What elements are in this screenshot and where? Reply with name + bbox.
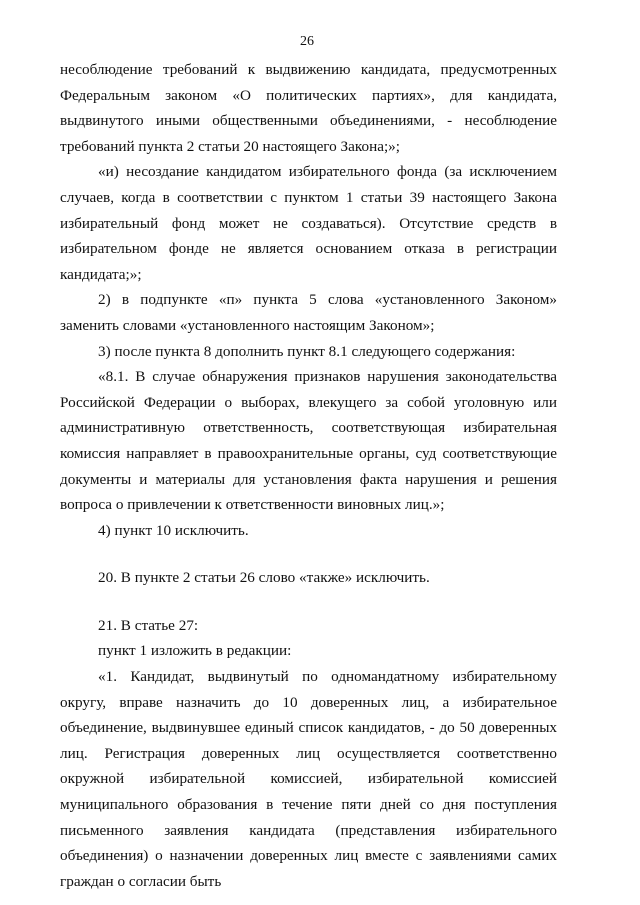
- paragraph-section-20: 20. В пункте 2 статьи 26 слово «также» исключить.: [98, 569, 430, 587]
- paragraph-item-2: 2) в подпункте «п» пункта 5 слова «установленного Законом» заменить словами «установленного настоящим Законом»;: [60, 291, 557, 334]
- paragraph-clause-1: «1. Кандидат, выдвинутый по одномандатному избирательному округу, вправе назначить до 10 доверенных лиц, а избирательное объединение, выдвинувшее единый список кандидатов, - до 50 доверенных лиц. Регистрация доверенных лиц осуществляется соответственно окружной избирательной комиссией, избирательной комиссией муниципального образования в течение пяти дней со дня поступления письменного заявления кандидата (представления избирательного объединения) о назначении доверенных лиц вместе с заявлениями самих граждан о согласии быть: [60, 668, 557, 890]
- paragraph-item-4: 4) пункт 10 исключить.: [98, 521, 249, 539]
- paragraph-item-1-intro: пункт 1 изложить в редакции:: [98, 642, 292, 660]
- paragraph-subitem-i: «и) несоздание кандидатом избирательного фонда (за исключением случаев, когда в соответствии с пунктом 1 статьи 39 настоящего Закона избирательный фонд может не создаваться). Отсутствие средств в избирательном фонде не является основанием отказа в регистрации кандидата;»;: [60, 163, 557, 283]
- paragraph-clause-8-1: «8.1. В случае обнаружения признаков нарушения законодательства Российской Федерации о выборах, влекущего за собой уголовную или административную ответственность, соответствующая избирательная комиссия направляет в правоохранительные органы, суд соответствующие документы и материалы для установления факта нарушения и решения вопроса о привлечении к ответственности виновных лиц.»;: [60, 368, 557, 514]
- document-body: [60, 57, 557, 894]
- paragraph-item-3: 3) после пункта 8 дополнить пункт 8.1 следующего содержания:: [98, 342, 516, 360]
- paragraph-section-21: 21. В статье 27:: [98, 616, 199, 634]
- paragraph-continuation: несоблюдение требований к выдвижению кандидата, предусмотренных Федеральным законом «О политических партиях», для кандидата, выдвинутого иными общественными объединениями, - несоблюдение требований пункта 2 статьи 20 настоящего Закона;»;: [60, 61, 557, 155]
- page-number: 26: [300, 34, 314, 49]
